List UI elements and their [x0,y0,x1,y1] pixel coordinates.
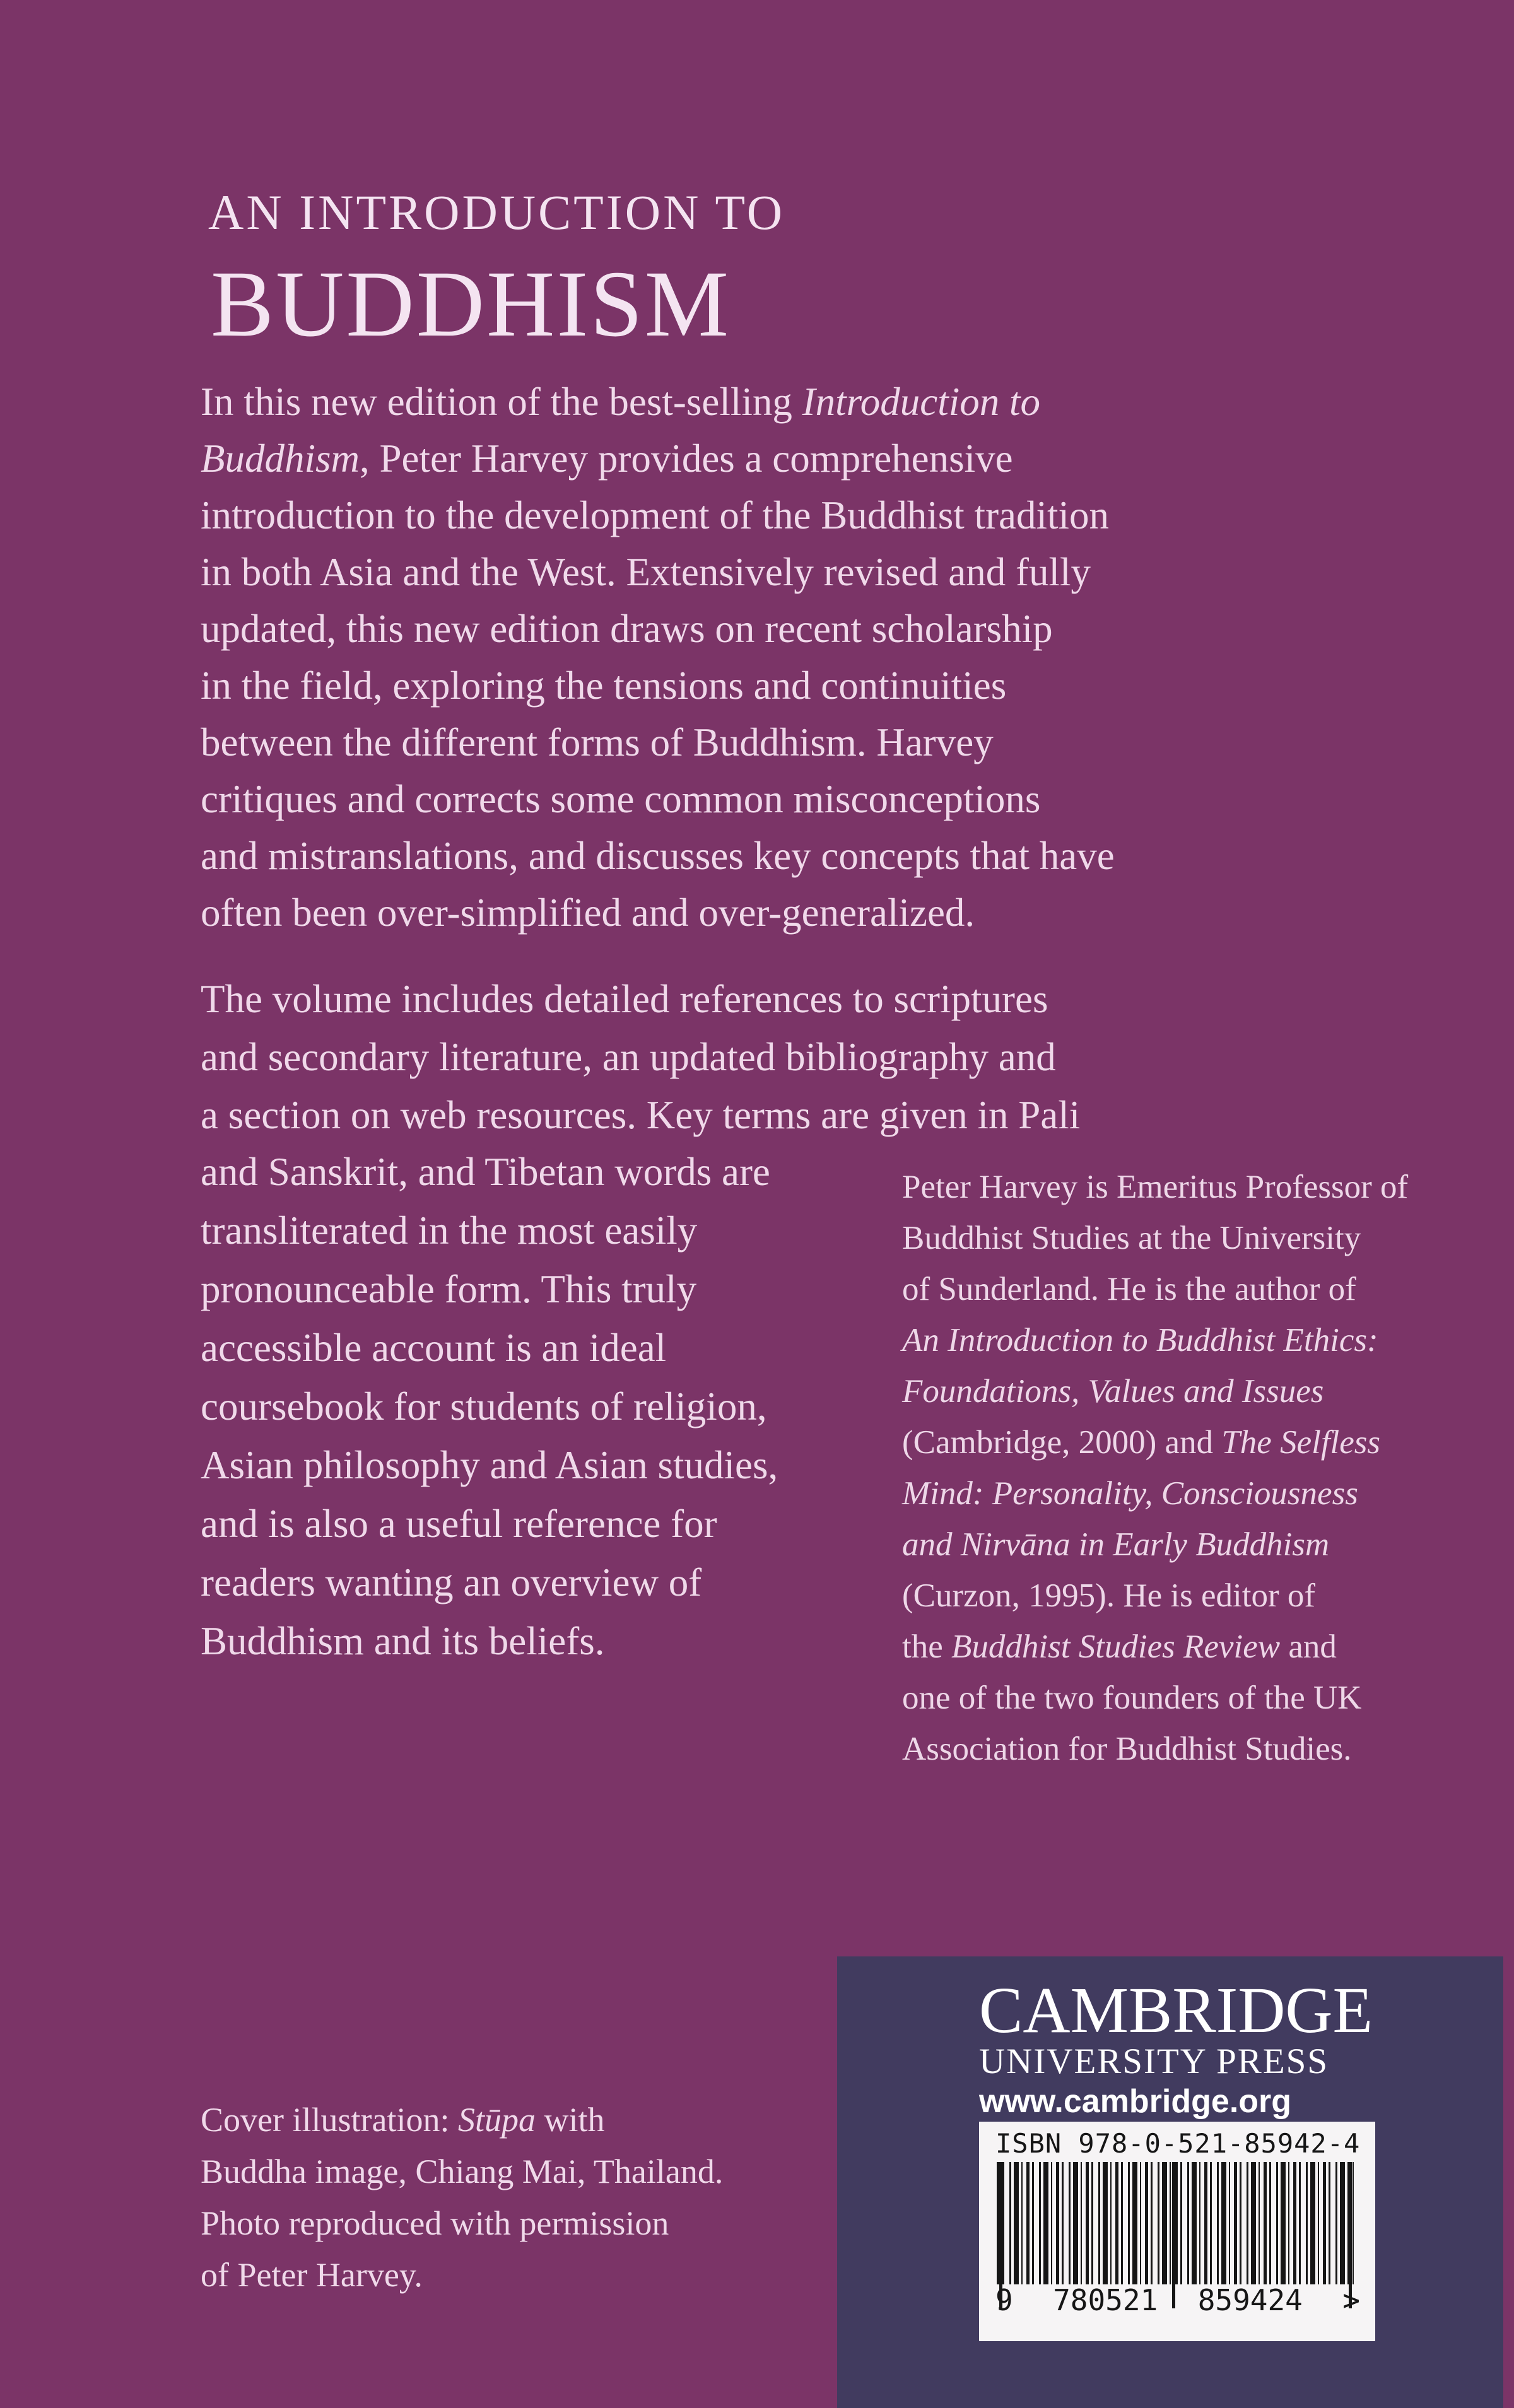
book-title-line-2: BUDDHISM [211,252,731,356]
bio-line: the Buddhist Studies Review and [902,1628,1337,1665]
publisher-url: www.cambridge.org [979,2083,1292,2120]
synopsis-line: Buddhism and its beliefs. [201,1619,605,1663]
synopsis-line: coursebook for students of religion, [201,1384,767,1429]
synopsis-line: readers wanting an overview of [201,1560,702,1604]
bio-line: (Cambridge, 2000) and The Selfless [902,1424,1381,1461]
synopsis-paragraph-2-left-column [201,1143,778,1671]
synopsis-line: in both Asia and the West. Extensively revised and fully [201,550,1091,594]
bio-line: Association for Buddhist Studies. [902,1731,1352,1767]
credit-line: Cover illustration: Stūpa with [201,2101,605,2139]
author-bio [902,1162,1408,1775]
synopsis-line: pronounceable form. This truly [201,1267,697,1311]
synopsis-line: and mistranslations, and discusses key concepts that have [201,834,1115,878]
synopsis-line: and is also a useful reference for [201,1502,717,1546]
isbn-panel [979,2122,1375,2341]
bio-line: Mind: Personality, Consciousness [902,1475,1358,1512]
synopsis-line: a section on web resources. Key terms are given in Pali [201,1093,1081,1137]
credit-line: Buddha image, Chiang Mai, Thailand. [201,2153,724,2190]
cambridge-wordmark: CAMBRIDGE [979,1974,1373,2047]
synopsis-line: updated, this new edition draws on recent scholarship [201,607,1053,651]
bio-line: one of the two founders of the UK [902,1680,1362,1716]
isbn-number: ISBN 978-0-521-85942-4 [995,2128,1361,2159]
bio-line: An Introduction to Buddhist Ethics: [902,1322,1378,1359]
synopsis-line: often been over-simplified and over-generalized. [201,891,975,935]
bio-line: (Curzon, 1995). He is editor of [902,1577,1315,1614]
credit-line: of Peter Harvey. [201,2256,423,2294]
publisher-panel [837,1956,1503,2408]
synopsis-line: introduction to the development of the Buddhist tradition [201,493,1110,537]
bio-line: Buddhist Studies at the University [902,1220,1361,1256]
ean-barcode [997,2162,1354,2284]
barcode-digit-lead: 9 [995,2283,1013,2317]
barcode-digits [995,2283,1360,2317]
credit-line: Photo reproduced with permission [201,2204,669,2242]
synopsis-line: and secondary literature, an updated bibliography and [201,1035,1056,1079]
synopsis-line: Buddhism, Peter Harvey provides a comprehensive [201,436,1013,481]
university-press-wordmark: UNIVERSITY PRESS [979,2042,1329,2081]
barcode-digit-group-1: 780521 [1053,2283,1158,2317]
synopsis-paragraph-2 [201,970,1080,1144]
synopsis-paragraph-1 [201,373,1115,941]
bio-line: and Nirvāna in Early Buddhism [902,1526,1330,1563]
cover-illustration-credit [201,2094,723,2301]
synopsis-line: critiques and corrects some common misconceptions [201,777,1041,821]
bio-line: Foundations, Values and Issues [902,1373,1324,1410]
synopsis-line: The volume includes detailed references to scriptures [201,977,1048,1021]
synopsis-line: transliterated in the most easily [201,1208,698,1253]
synopsis-line: In this new edition of the best-selling Introduction to [201,380,1040,424]
synopsis-line: between the different forms of Buddhism. Harvey [201,720,994,764]
barcode-end-mark: > [1342,2283,1360,2317]
book-title-line-1: AN INTRODUCTION TO [208,185,785,240]
bio-line: Peter Harvey is Emeritus Professor of [902,1169,1409,1205]
synopsis-line: in the field, exploring the tensions and continuities [201,663,1007,708]
bio-line: of Sunderland. He is the author of [902,1271,1356,1307]
barcode-digit-group-2: 859424 [1197,2283,1303,2317]
synopsis-line: Asian philosophy and Asian studies, [201,1443,778,1487]
synopsis-line: accessible account is an ideal [201,1326,667,1370]
synopsis-line: and Sanskrit, and Tibetan words are [201,1150,770,1194]
